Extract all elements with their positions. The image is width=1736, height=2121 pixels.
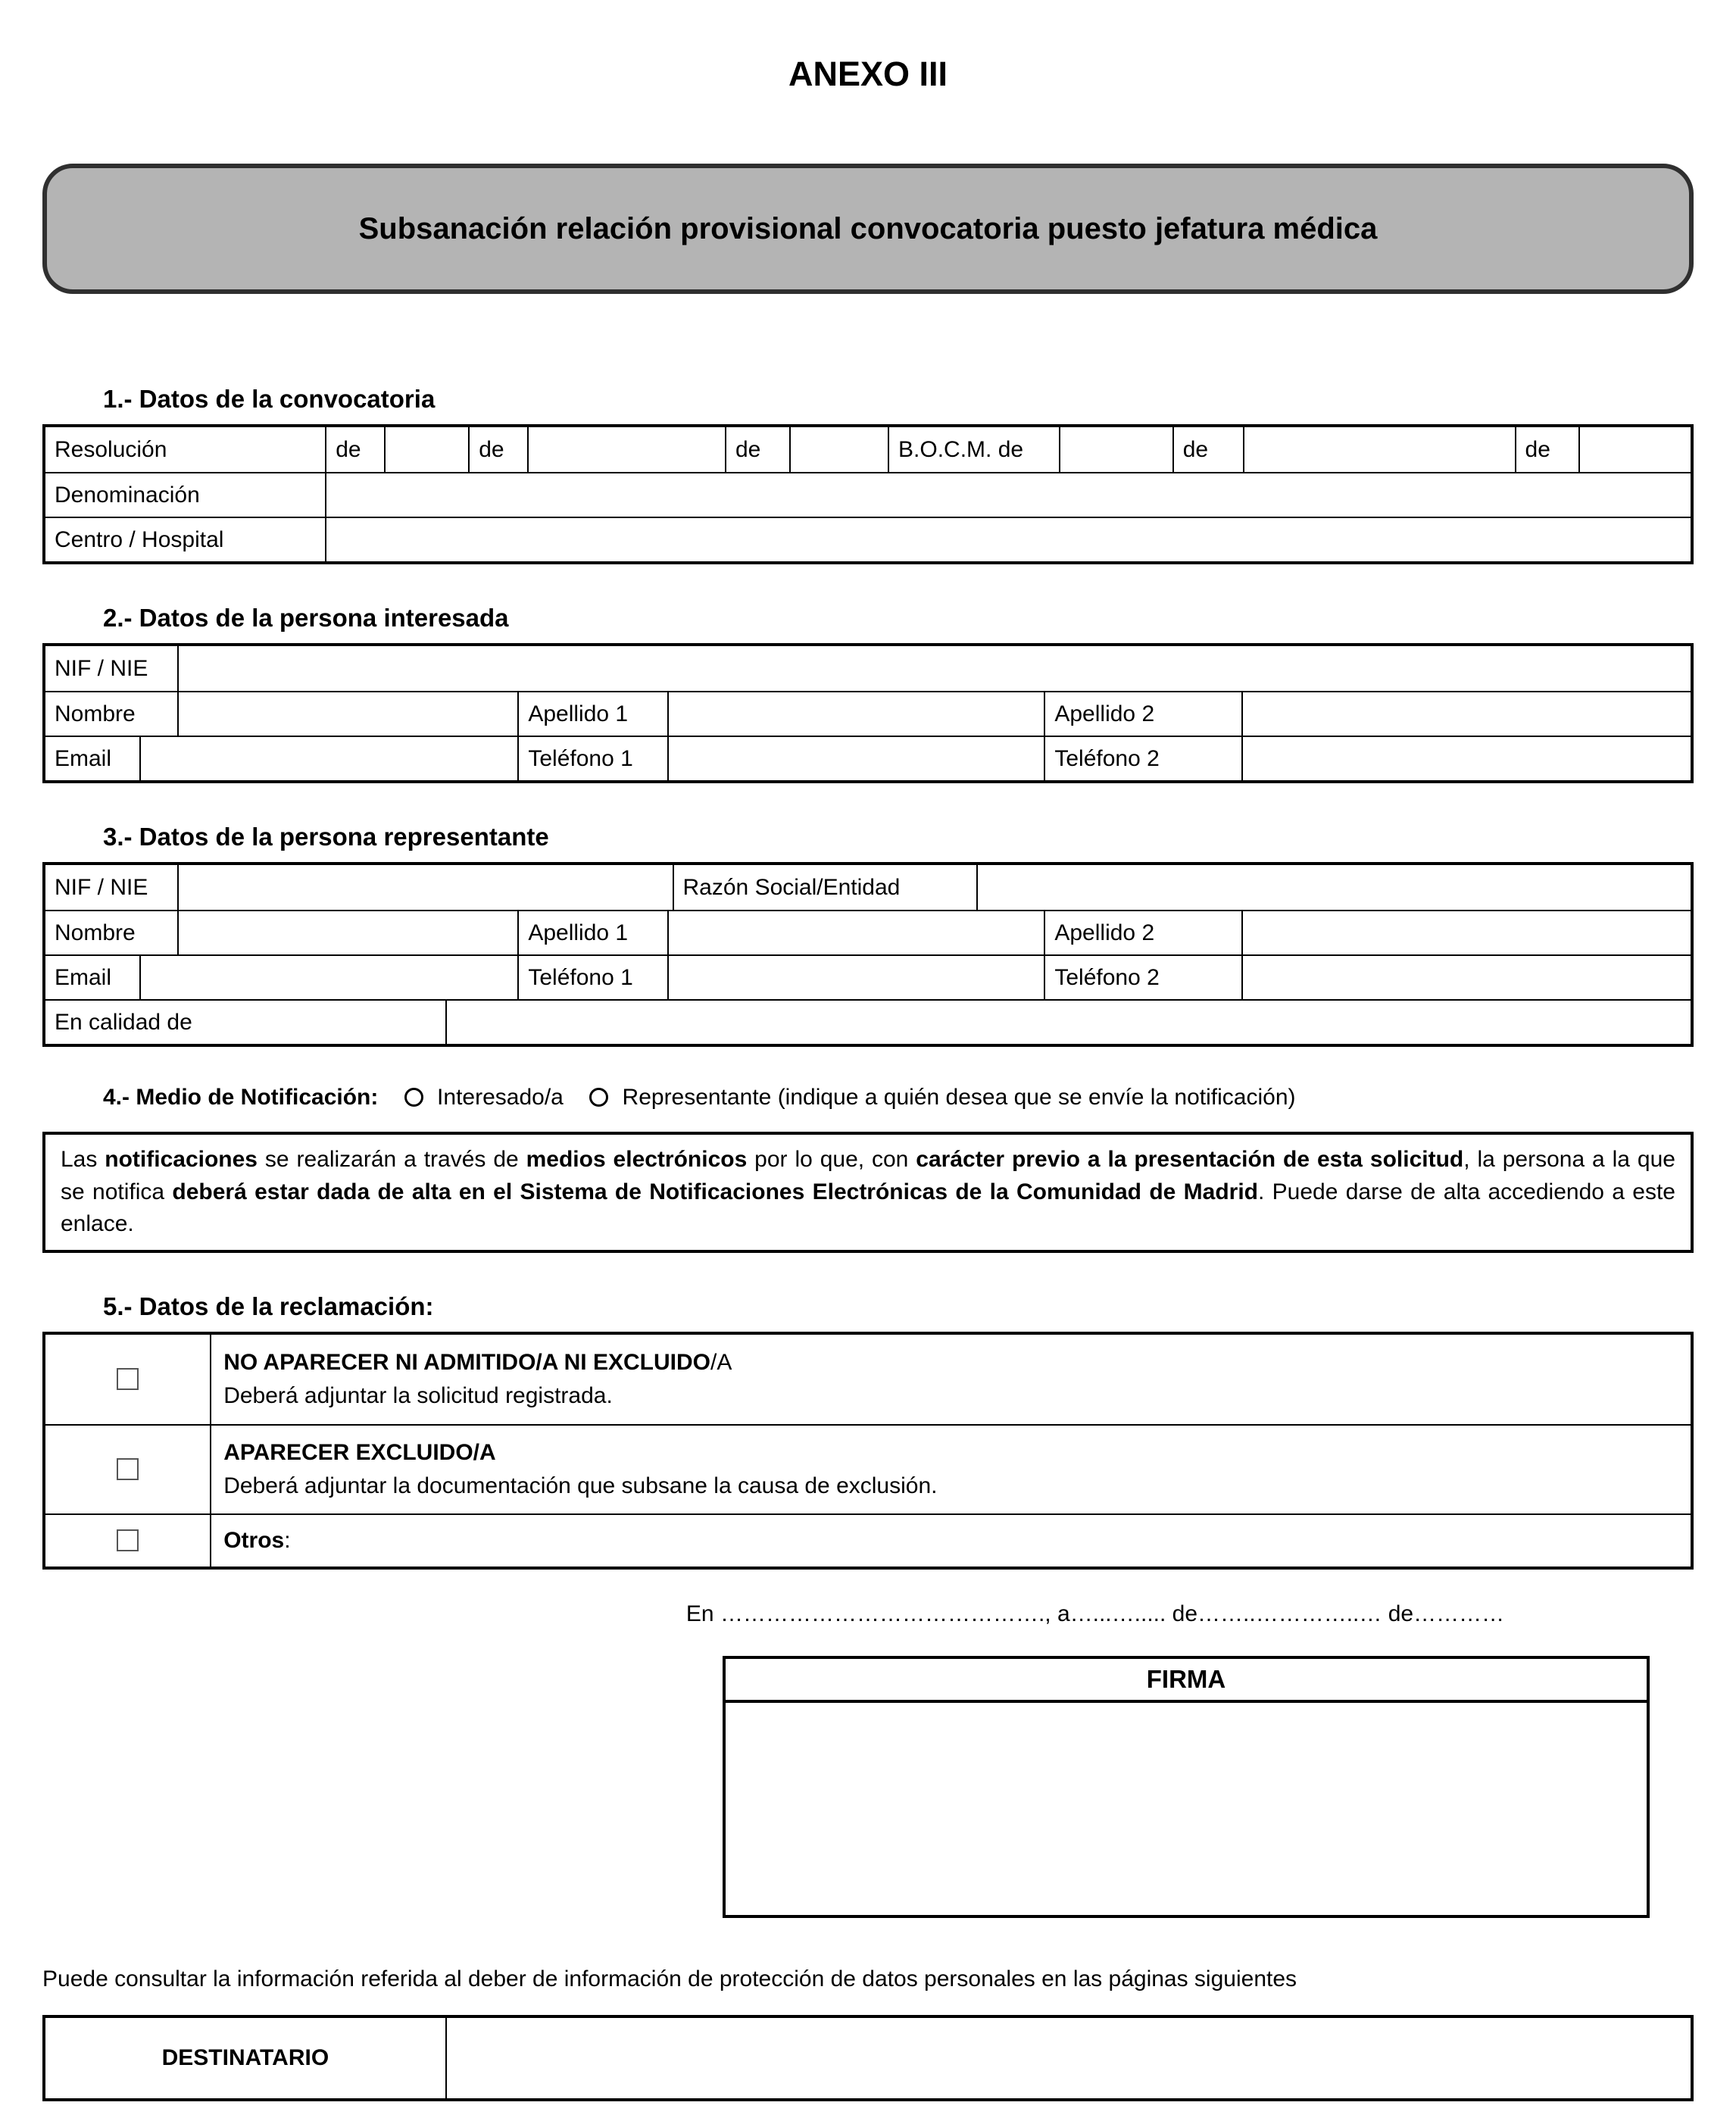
representante-radio[interactable] [589, 1088, 608, 1107]
en-calidad-de-label: En calidad de [55, 1009, 192, 1035]
representante-telefono2-field[interactable] [1241, 956, 1691, 999]
interesada-nif-label: NIF / NIE [55, 655, 148, 681]
resolucion-row [45, 427, 1691, 472]
interesada-nombre-row [45, 691, 1691, 736]
notification-info-box: Las notificaciones se realizarán a través de medios electrónicos por lo que, con carácter previo a la presentación de esta solicitud, la persona a la que se notifica deberá estar dada de alta en el Sistema de Notificaciones Electrónicas de la Comunidad de Madrid. Puede darse de alta accediendo a este enlace. [42, 1132, 1694, 1253]
claim-no-aparecer-text [210, 1335, 1691, 1424]
de-label: de [725, 427, 789, 472]
section5-heading: 5.- Datos de la reclamación: [103, 1292, 434, 1320]
claim-excluido-desc: Deberá adjuntar la documentación que subsane la causa de exclusión. [223, 1473, 938, 1498]
claim-no-aparecer-title: NO APARECER NI ADMITIDO/A NI EXCLUIDO/A [223, 1350, 732, 1376]
form-title-banner [42, 164, 1694, 294]
razon-social-field[interactable] [976, 865, 1691, 910]
no-aparecer-checkbox[interactable] [117, 1368, 139, 1390]
representante-telefono2-label: Teléfono 2 [1044, 956, 1241, 999]
denominacion-row [45, 472, 1691, 517]
firma-box [723, 1656, 1650, 1918]
de-label: de [1172, 427, 1243, 472]
centro-hospital-field[interactable] [325, 518, 1691, 561]
representante-apellido2-label: Apellido 2 [1044, 911, 1241, 954]
page-title: ANEXO III [788, 55, 948, 93]
representante-nombre-field[interactable] [177, 911, 518, 954]
destinatario-field[interactable] [445, 2018, 1691, 2098]
interesada-email-field[interactable] [139, 737, 518, 780]
firma-title: FIRMA [723, 1656, 1650, 1703]
interesada-telefono2-field[interactable] [1241, 737, 1691, 780]
convocatoria-table [42, 424, 1694, 564]
representante-email-row [45, 954, 1691, 999]
interesada-telefono1-label: Teléfono 1 [517, 737, 667, 780]
no-aparecer-checkbox-cell [45, 1335, 210, 1424]
denominacion-field[interactable] [325, 473, 1691, 517]
en-calidad-de-field[interactable] [445, 1001, 1691, 1044]
centro-hospital-label: Centro / Hospital [55, 526, 224, 552]
representante-telefono1-field[interactable] [667, 956, 1044, 999]
representante-apellido1-label: Apellido 1 [517, 911, 667, 954]
representante-email-field[interactable] [139, 956, 518, 999]
representante-apellido2-field[interactable] [1241, 911, 1691, 954]
interesada-nombre-label: Nombre [55, 701, 136, 726]
section1-heading: 1.- Datos de la convocatoria [103, 385, 436, 413]
interesada-nombre-field[interactable] [177, 692, 518, 736]
interesado-radio-label: Interesado/a [437, 1085, 564, 1110]
claim-otros-text [210, 1515, 1691, 1567]
destinatario-label: DESTINATARIO [161, 2044, 329, 2070]
interesada-apellido2-label: Apellido 2 [1044, 692, 1241, 736]
claim-row-excluido [45, 1424, 1691, 1513]
interesada-telefono1-field[interactable] [667, 737, 1044, 780]
bocm-year-field[interactable] [1578, 427, 1691, 472]
section4-heading-line [103, 1082, 1694, 1114]
representante-nombre-row [45, 910, 1691, 954]
interesada-apellido2-field[interactable] [1241, 692, 1691, 736]
data-protection-note: Puede consultar la información referida al deber de información de protección de datos personales en las páginas siguientes [42, 1966, 1297, 1991]
excluido-checkbox-cell [45, 1426, 210, 1513]
razon-social-label: Razón Social/Entidad [673, 865, 977, 910]
resolucion-label: Resolución [55, 436, 167, 462]
interesada-telefono2-label: Teléfono 2 [1044, 737, 1241, 780]
claim-excluido-title: APARECER EXCLUIDO/A [223, 1440, 496, 1466]
bocm-de-label: B.O.C.M. de [888, 427, 1059, 472]
en-calidad-de-row [45, 999, 1691, 1044]
section4-note: (indique a quién desea que se envíe la notificación) [777, 1085, 1296, 1110]
representante-nif-label: NIF / NIE [55, 874, 148, 900]
interesado-radio[interactable] [404, 1088, 423, 1107]
representante-table [42, 862, 1694, 1047]
representante-radio-label: Representante [622, 1085, 772, 1110]
excluido-checkbox[interactable] [117, 1458, 139, 1480]
interesada-apellido1-field[interactable] [667, 692, 1044, 736]
interesada-apellido1-label: Apellido 1 [517, 692, 667, 736]
interesada-nif-row [45, 646, 1691, 691]
destinatario-row [45, 2018, 1691, 2098]
claim-no-aparecer-desc: Deberá adjuntar la solicitud registrada. [223, 1382, 613, 1408]
representante-apellido1-field[interactable] [667, 911, 1044, 954]
bocm-day-field[interactable] [1059, 427, 1172, 472]
representante-email-label: Email [55, 964, 112, 990]
interesada-email-label: Email [55, 745, 112, 771]
reclamacion-table [42, 1332, 1694, 1570]
section3-heading: 3.- Datos de la persona representante [103, 823, 549, 851]
bocm-month-field[interactable] [1243, 427, 1514, 472]
interesada-email-row [45, 736, 1691, 780]
claim-row-no-aparecer [45, 1335, 1691, 1424]
de-label: de [468, 427, 527, 472]
section4-heading: 4.- Medio de Notificación: [103, 1085, 379, 1110]
resolucion-month-field[interactable] [527, 427, 725, 472]
de-label: de [325, 427, 384, 472]
firma-area[interactable] [723, 1703, 1650, 1918]
section2-heading: 2.- Datos de la persona interesada [103, 604, 509, 632]
representante-nif-row [45, 865, 1691, 910]
interesada-nif-field[interactable] [177, 646, 1691, 691]
form-title-text: Subsanación relación provisional convocatoria puesto jefatura médica [358, 211, 1378, 245]
denominacion-label: Denominación [55, 482, 200, 508]
claim-excluido-text [210, 1426, 1691, 1513]
de-label: de [1515, 427, 1579, 472]
date-place-line[interactable]: En ……………………………………., a…...…..... de……..…………..… de………… [685, 1601, 1505, 1626]
representante-telefono1-label: Teléfono 1 [517, 956, 667, 999]
otros-checkbox-cell [45, 1515, 210, 1567]
resolucion-year-field[interactable] [789, 427, 888, 472]
otros-checkbox[interactable] [117, 1529, 139, 1551]
resolucion-day-field[interactable] [384, 427, 468, 472]
interesada-table [42, 643, 1694, 783]
claim-row-otros [45, 1513, 1691, 1567]
representante-nombre-label: Nombre [55, 920, 136, 945]
destinatario-table [42, 2015, 1694, 2101]
claim-otros-title: Otros: [223, 1528, 291, 1554]
representante-nif-field[interactable] [177, 865, 673, 910]
centro-hospital-row [45, 517, 1691, 561]
